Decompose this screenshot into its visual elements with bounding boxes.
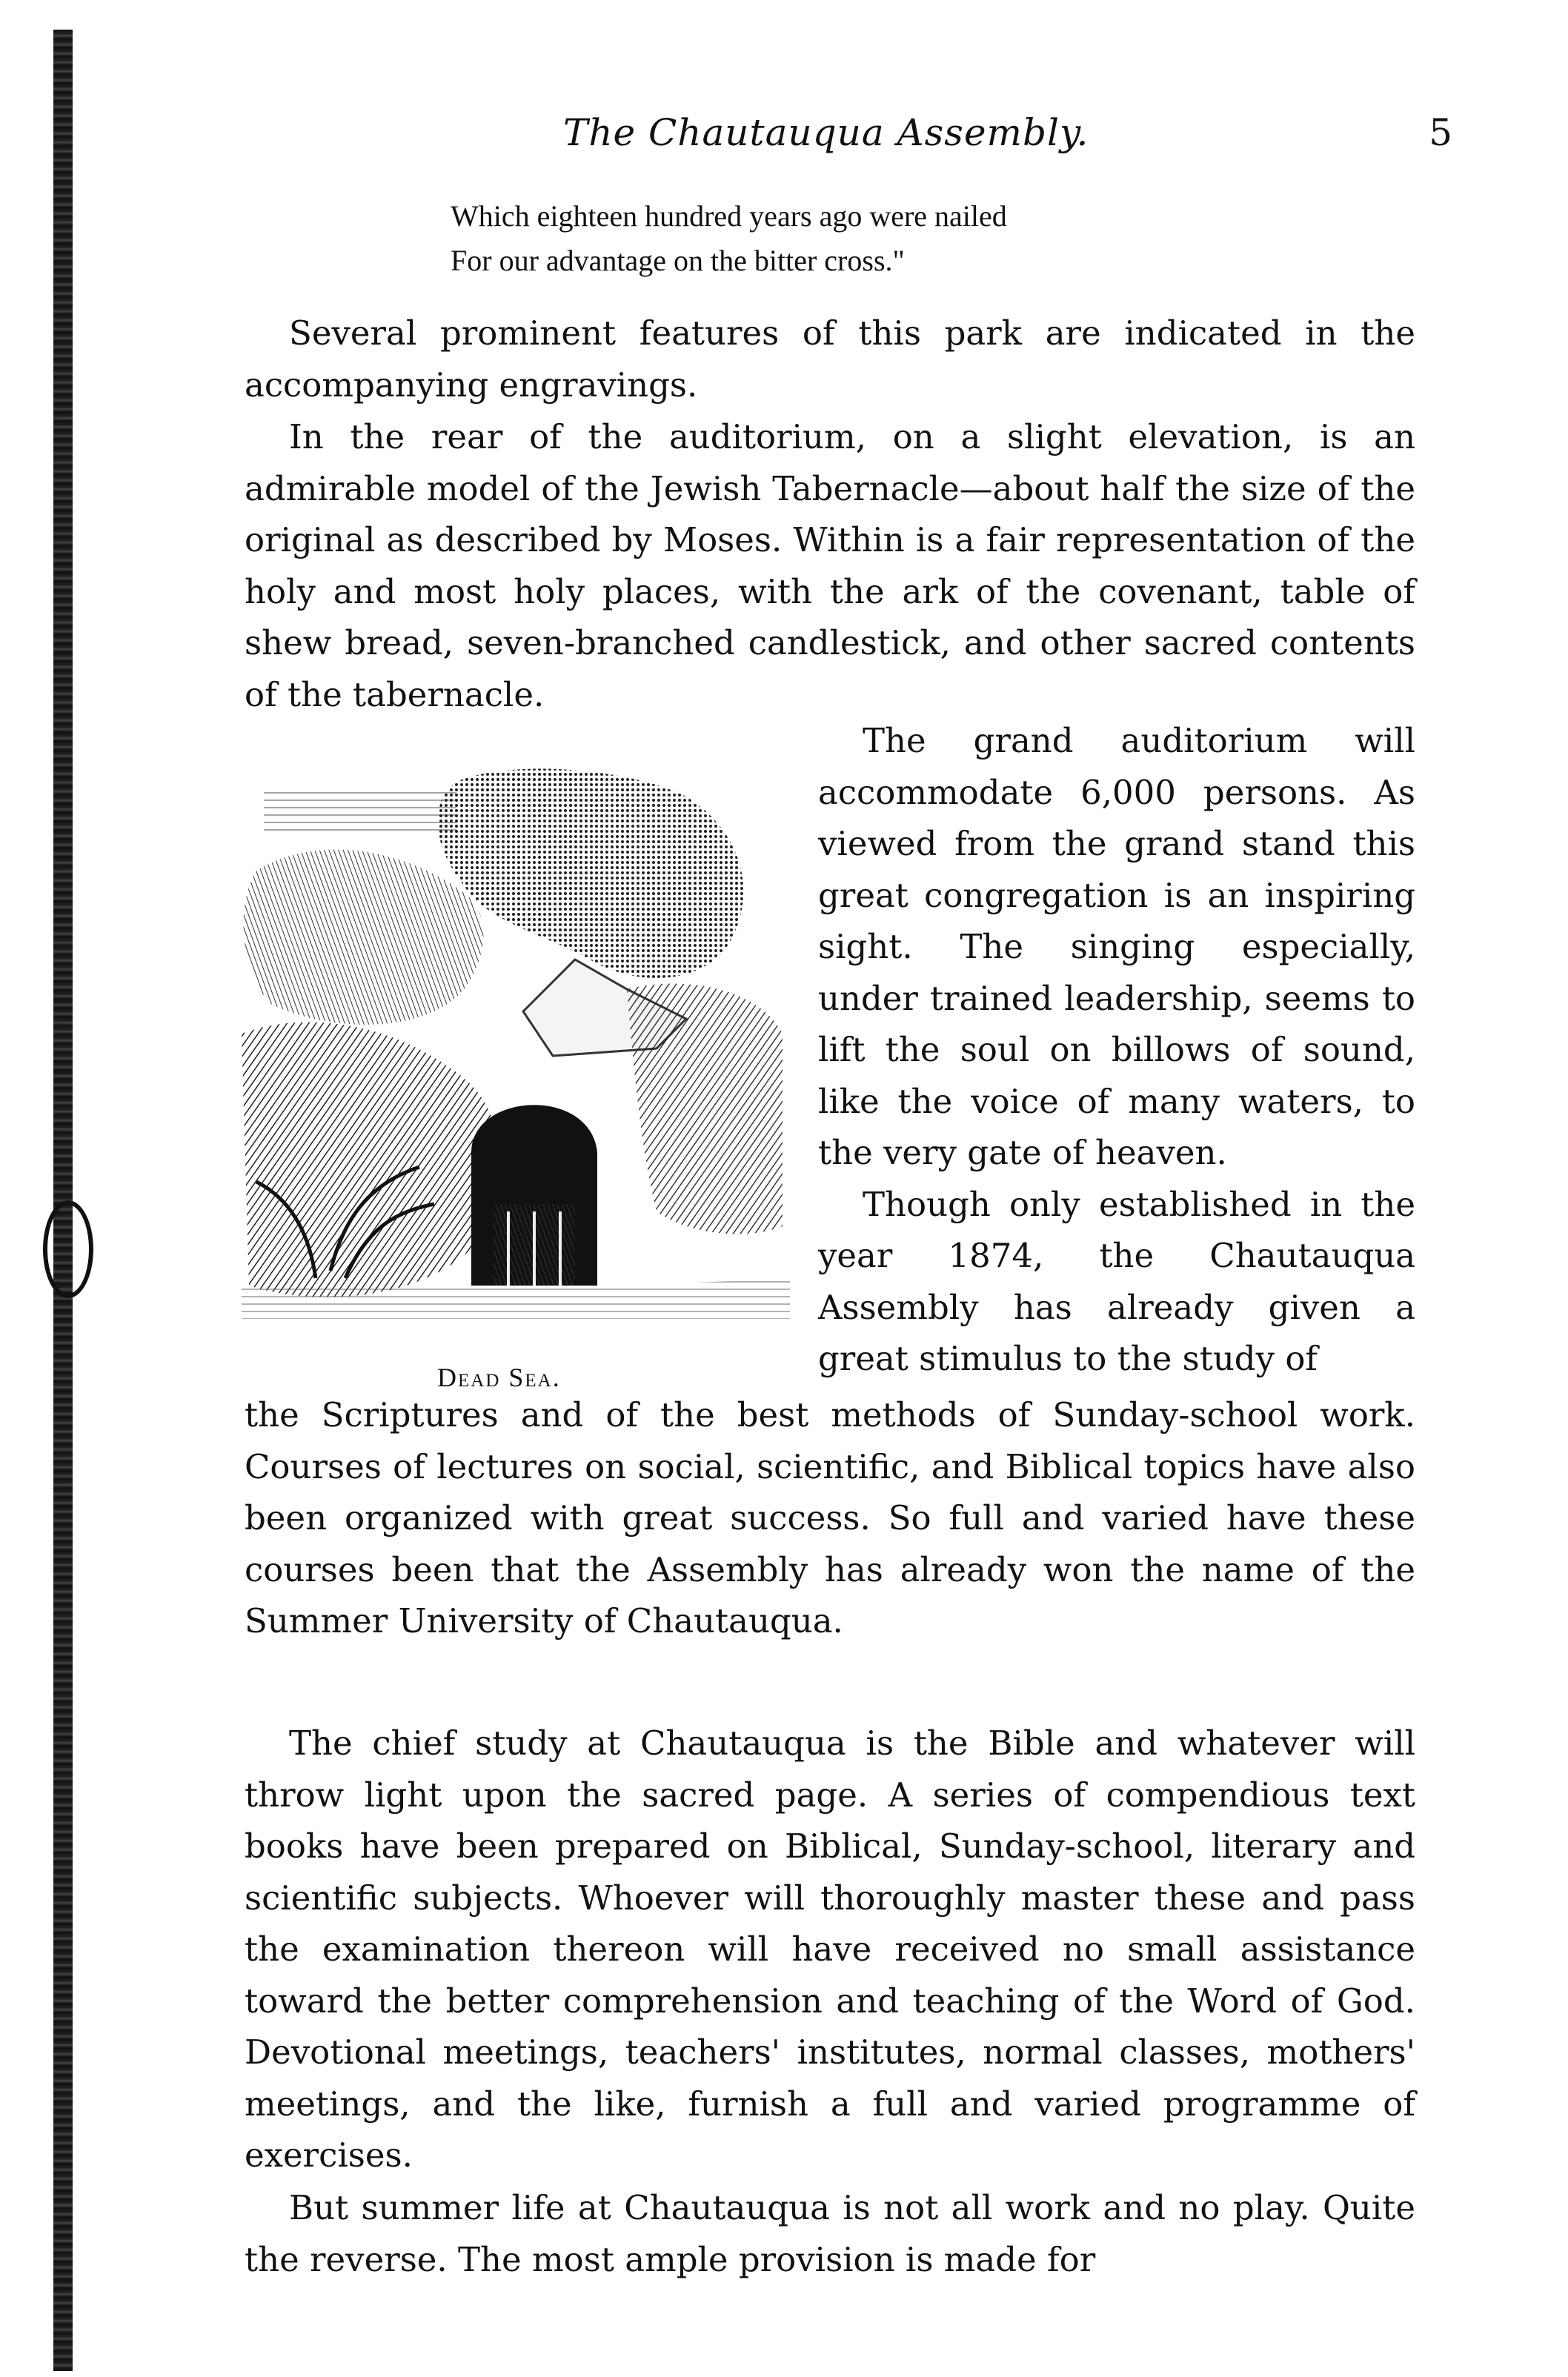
paragraph: Several prominent features of this park are indicated in the accompanying engravings. (245, 313, 1415, 405)
engraving-illustration (242, 767, 790, 1319)
figure-caption: Dead Sea. (437, 1363, 561, 1392)
right-column (818, 715, 1415, 1385)
dead-sea-engraving (242, 767, 790, 1319)
binding-notch (43, 1200, 93, 1298)
paragraph: In the rear of the auditorium, on a slight elevation, is an admirable model of the Jewish Tabernacle—about half the size of the original as described by Moses. Within is a fair representation of the holy and most holy places, with the ark of the covenant, table of shew bread, seven-branched candlestick, and other sacred contents of the tabernacle. (245, 417, 1415, 714)
paragraph: But summer life at Chautauqua is not all work and no play. Quite the reverse. The most ample provision is made for (245, 2188, 1415, 2279)
paragraph: the Scriptures and of the best methods of Sunday-school work. Courses of lectures on social, scientific, and Biblical topics have also been organized with great success. So full and varied have these courses been that the Assembly has already won the name of the Summer University of Chautauqua. (245, 1395, 1415, 1640)
poem-line: Which eighteen hundred years ago were nailed (451, 199, 1007, 233)
page-header (237, 111, 1452, 170)
poem-line: For our advantage on the bitter cross." (451, 244, 905, 277)
page-number: 5 (1429, 111, 1452, 154)
paragraph: The chief study at Chautauqua is the Bible and whatever will throw light upon the sacred page. A series of compendious text books have been prepared on Biblical, Sunday-school, literary and scientific subjects. Whoever will thoroughly master these and pass the examination thereon will have received no small assistance toward the better comprehension and teaching of the Word of God. Devotional meetings, teachers' institutes, normal classes, mothers' meetings, and the like, furnish a full and varied programme of exercises. (245, 1723, 1415, 2175)
poem-quote (451, 194, 1007, 283)
running-head: The Chautauqua Assembly. (563, 111, 1089, 154)
paragraph: Though only established in the year 1874, the Chautauqua Assembly has already given a great stimulus to the study of (818, 1184, 1415, 1378)
paragraph: The grand auditorium will accommodate 6,000 persons. As viewed from the grand stand this great congregation is an inspiring sight. The singing especially, under trained leadership, seems to lift the soul on billows of sound, like the voice of many waters, to the very gate of heaven. (818, 721, 1415, 1172)
